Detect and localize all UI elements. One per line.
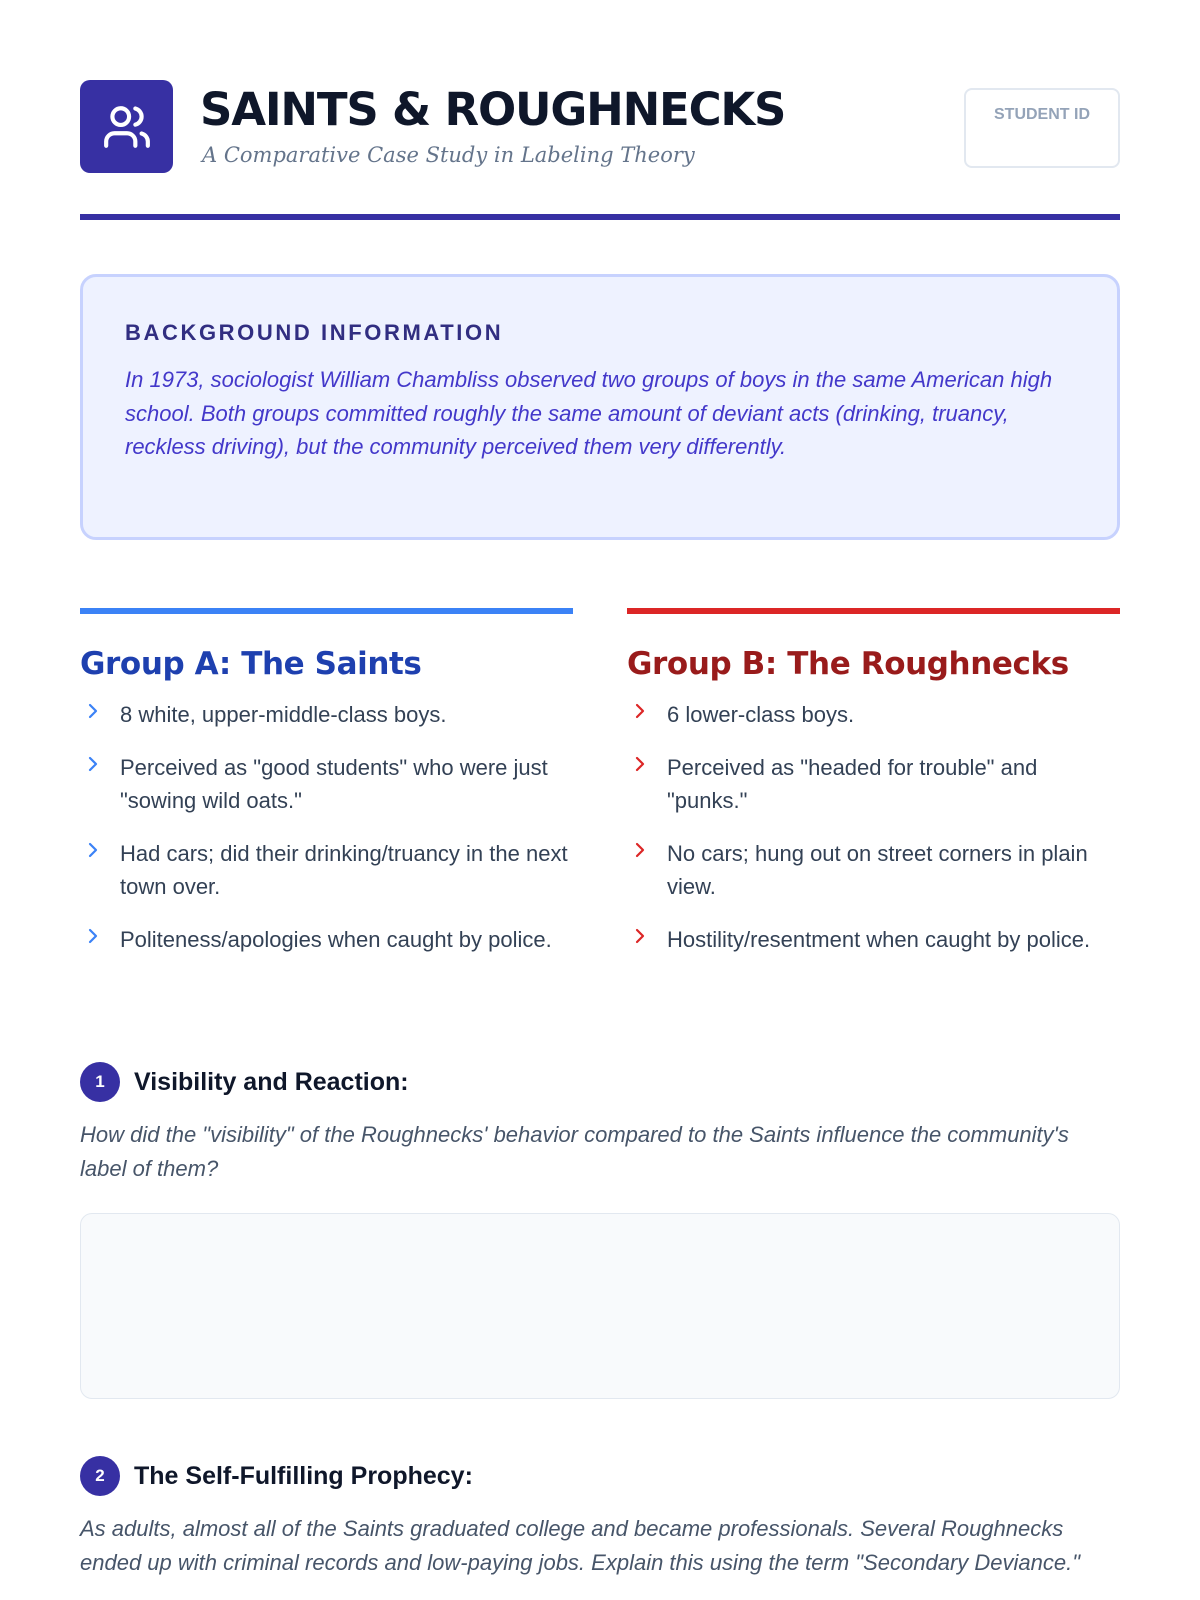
group-a-list — [80, 698, 573, 956]
list-item-text: 8 white, upper-middle-class boys. — [120, 702, 447, 727]
list-item-text: Perceived as "headed for trouble" and "punks." — [667, 754, 1038, 813]
answer-box-1[interactable] — [80, 1213, 1120, 1399]
group-a-title: Group A: The Saints — [80, 646, 422, 682]
list-item — [627, 837, 1120, 904]
header — [80, 80, 1120, 174]
users-icon — [102, 102, 152, 152]
question-prompt: How did the "visibility" of the Roughnecks' behavior compared to the Saints influence the community's label of them? — [80, 1122, 1069, 1181]
chevron-right-icon — [86, 700, 100, 722]
list-item — [627, 698, 1120, 732]
list-item — [627, 923, 1120, 957]
chevron-right-icon — [86, 925, 100, 947]
question-number-badge: 1 — [80, 1062, 120, 1102]
list-item-text: No cars; hung out on street corners in plain view. — [667, 840, 1088, 899]
header-divider — [80, 214, 1120, 220]
group-b-title: Group B: The Roughnecks — [627, 646, 1069, 682]
worksheet-page — [80, 80, 1120, 1575]
list-item-text: Had cars; did their drinking/truancy in the next town over. — [120, 840, 568, 899]
chevron-right-icon — [633, 700, 647, 722]
question-header — [80, 1456, 1120, 1496]
chevron-right-icon — [86, 753, 100, 775]
chevron-right-icon — [633, 839, 647, 861]
group-a-card — [80, 608, 573, 975]
question-prompt: As adults, almost all of the Saints graduated college and became professionals. Several Roughnecks ended up with criminal records and low-paying jobs. Explain this using the term "Secondary Deviance." — [80, 1516, 1081, 1575]
question-title: Visibility and Reaction: — [134, 1068, 409, 1096]
question-number-badge: 2 — [80, 1456, 120, 1496]
list-item — [80, 923, 573, 957]
list-item-text: Hostility/resentment when caught by police. — [667, 926, 1091, 952]
page-title: SAINTS & ROUGHNECKS — [200, 83, 786, 136]
logo — [80, 80, 173, 173]
student-id-field[interactable]: STUDENT ID — [964, 88, 1120, 168]
chevron-right-icon — [633, 925, 647, 947]
group-b-bar — [627, 608, 1120, 614]
list-item — [80, 698, 573, 732]
background-info-box — [80, 274, 1120, 540]
question-title: The Self-Fulfilling Prophecy: — [134, 1462, 473, 1490]
background-text: In 1973, sociologist William Chambliss observed two groups of boys in the same American high school. Both groups committed roughly the same amount of deviant acts (drinking, truancy, reckless driving), but the community perceived them very differently. — [125, 367, 1053, 459]
group-a-bar — [80, 608, 573, 614]
list-item — [80, 837, 573, 904]
group-b-card — [627, 608, 1120, 975]
list-item — [80, 751, 573, 818]
list-item — [627, 751, 1120, 818]
list-item-text: 6 lower-class boys. — [667, 702, 855, 727]
background-heading: BACKGROUND INFORMATION — [125, 320, 504, 345]
page-subtitle: A Comparative Case Study in Labeling Theory — [202, 143, 695, 167]
question-1 — [80, 1062, 1120, 1399]
list-item-text: Perceived as "good students" who were just "sowing wild oats." — [120, 754, 548, 813]
question-2 — [80, 1456, 1120, 1579]
question-header — [80, 1062, 1120, 1102]
chevron-right-icon — [86, 839, 100, 861]
group-b-list — [627, 698, 1120, 956]
list-item-text: Politeness/apologies when caught by police. — [120, 926, 552, 952]
chevron-right-icon — [633, 753, 647, 775]
